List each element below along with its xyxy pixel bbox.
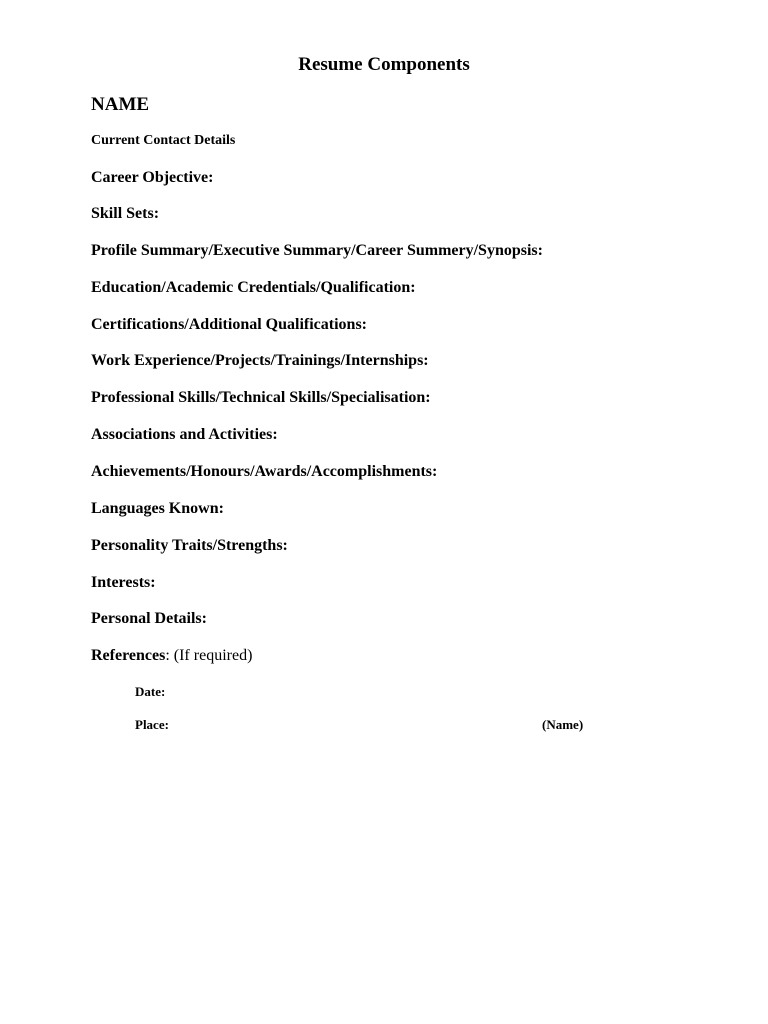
section-professional-skills: Professional Skills/Technical Skills/Specialisation: [91,389,431,406]
references-note: : (If required) [165,647,253,664]
section-certifications: Certifications/Additional Qualifications: [91,316,367,333]
section-personal-details: Personal Details: [91,610,207,627]
section-work-experience: Work Experience/Projects/Trainings/Internships: [91,352,429,369]
section-interests: Interests: [91,574,156,591]
section-education: Education/Academic Credentials/Qualification: [91,279,416,296]
section-achievements: Achievements/Honours/Awards/Accomplishments: [91,463,438,480]
place-label: Place: [135,717,169,732]
references-label: References [91,647,166,664]
date-label: Date: [135,684,166,699]
section-personality-traits: Personality Traits/Strengths: [91,537,288,554]
section-career-objective: Career Objective: [91,169,214,186]
section-references [91,647,252,665]
section-profile-summary: Profile Summary/Executive Summary/Career Summery/Synopsis: [91,242,543,259]
document-title: Resume Components [298,54,470,75]
signature-name: (Name) [542,717,584,732]
name-heading: NAME [91,94,150,115]
section-languages: Languages Known: [91,500,224,517]
contact-details: Current Contact Details [91,133,236,148]
section-associations: Associations and Activities: [91,426,278,443]
section-skill-sets: Skill Sets: [91,205,160,222]
